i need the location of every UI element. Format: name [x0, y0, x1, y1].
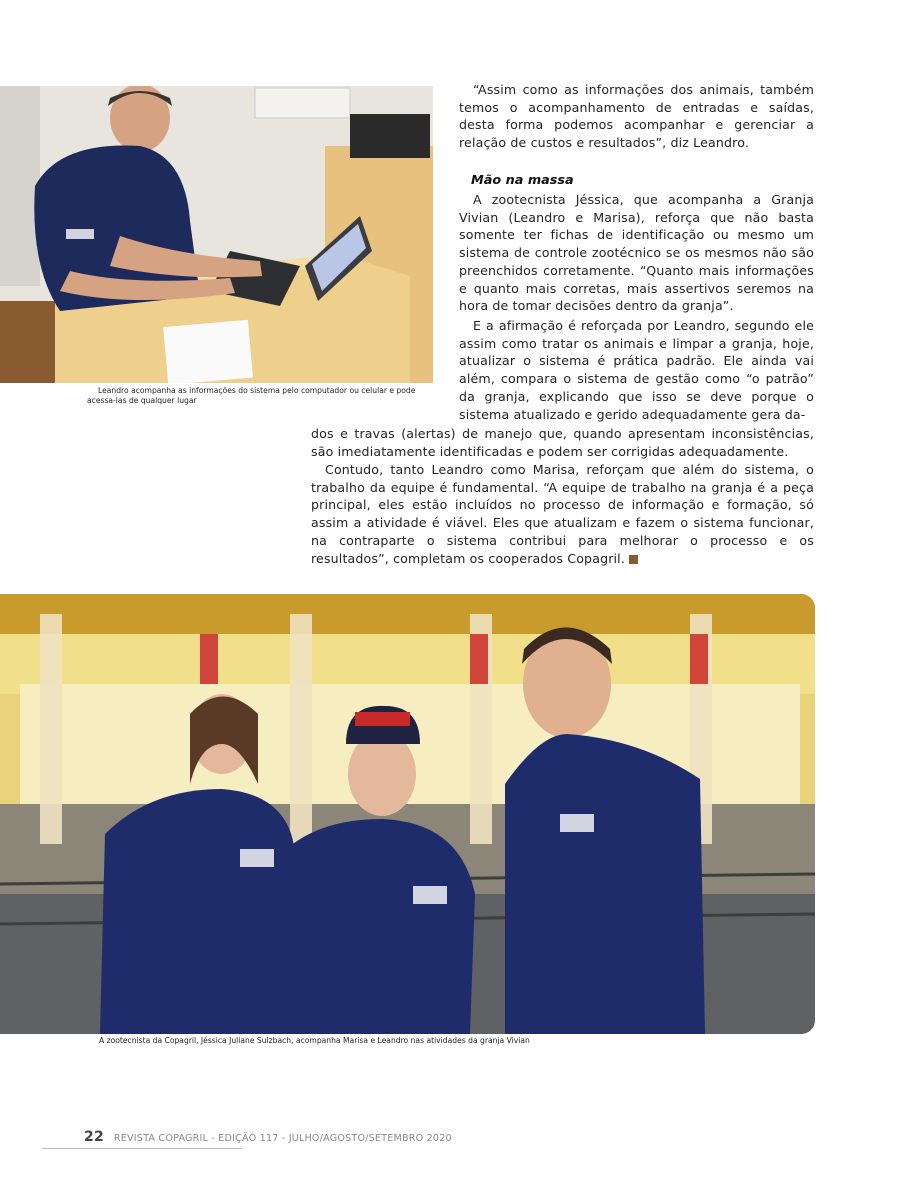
end-of-article-mark	[629, 555, 638, 564]
photo-top-caption-line1: Leandro acompanha as informações do sistema pelo computador ou celular e pode	[98, 386, 416, 395]
article-paragraph-4	[311, 461, 814, 567]
photo-leandro-computer	[0, 86, 433, 383]
photo-team-illustration	[0, 594, 815, 1034]
article-paragraph-2: A zootecnista Jéssica, que acompanha a Granja Vivian (Leandro e Marisa), reforça que não basta somente ter fichas de identificação ou mesmo um sistema de controle zootécnico se os mesmos não são preenchidos corretamente. “Quanto mais informações e quanto mais corretas, mais assertivos seremos na hora de tomar decisões dentro da granja”.	[459, 192, 814, 314]
page-footer	[84, 1129, 452, 1145]
article-paragraph-3-part1: E a afirmação é reforçada por Leandro, segundo ele assim como tratar os animais e limpar a granja, hoje, atualizar o sistema é prática padrão. Ele ainda vai além, compara o sistema de gestão como “o patrão” da granja, explicando que isso se deve porque o sistema atualizado e gerido adequadamente gera da-	[459, 318, 814, 422]
article-subheading: Mão na massa	[471, 173, 574, 188]
photo-leandro-illustration	[0, 86, 433, 383]
photo-bottom-caption: A zootecnista da Copagril, Jéssica Juliane Sulzbach, acompanha Marisa e Leandro nas atividades da granja Vivian	[99, 1036, 530, 1045]
article-quote-paragraph: “Assim como as informações dos animais, também temos o acompanhamento de entradas e saídas, desta forma podemos acompanhar e gerenciar a relação de custos e resultados”, diz Leandro.	[459, 82, 814, 151]
footer-divider	[42, 1148, 242, 1149]
photo-top-caption-line2: acessa-las de qualquer lugar	[87, 396, 197, 405]
article-paragraph-3-part2: dos e travas (alertas) de manejo que, quando apresentam inconsistências, são imediatamente identificadas e podem ser corrigidas adequadamente.	[311, 426, 814, 459]
publication-info: REVISTA COPAGRIL - EDIÇÃO 117 - JULHO/AGOSTO/SETEMBRO 2020	[113, 1133, 452, 1144]
page-number: 22	[84, 1129, 104, 1145]
article-paragraph-4-text: Contudo, tanto Leandro como Marisa, reforçam que além do sistema, o trabalho da equipe é fundamental. “A equipe de trabalho na granja é a peça principal, eles estão incluídos no processo de informação e formação, só assim a atividade é viável. Eles que atualizam e fazem o sistema funcionar, na contraparte o sistema contribui para melhorar o processo e os resultados”, completam os cooperados Copagril.	[311, 462, 814, 566]
photo-team-granja	[0, 594, 815, 1034]
